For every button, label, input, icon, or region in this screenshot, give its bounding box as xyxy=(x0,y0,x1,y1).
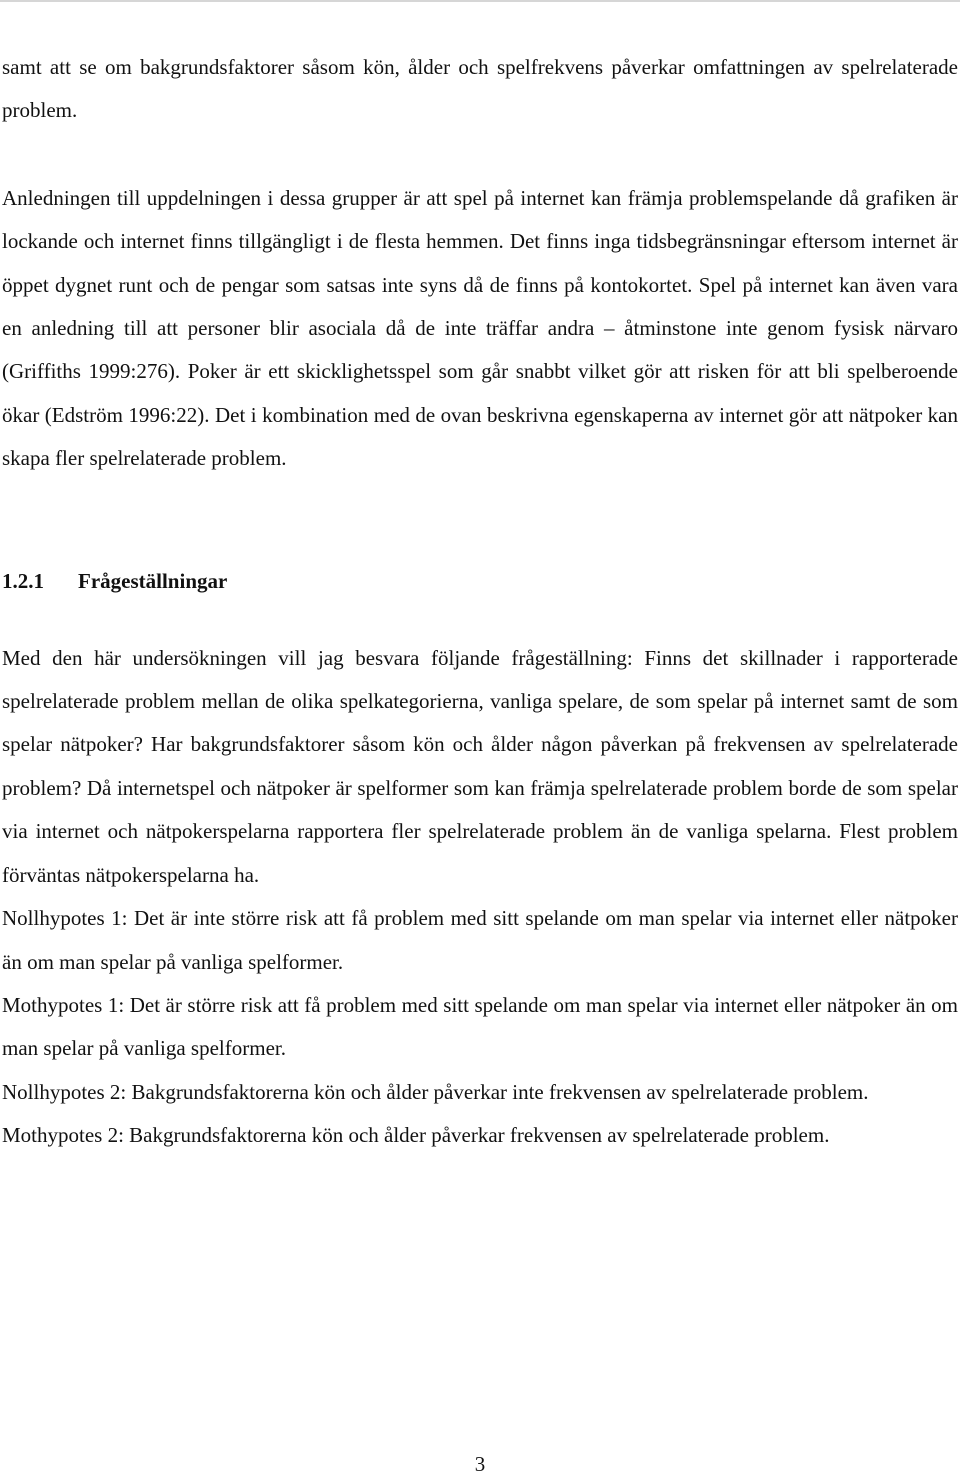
hypothesis-alternative-2: Mothypotes 2: Bakgrundsfaktorerna kön och ålder påverkar frekvensen av spelrelaterade problem. xyxy=(2,1123,830,1148)
hypothesis-alternative-1: Mothypotes 1: Det är större risk att få problem med sitt spelande om man spelar via internet eller nätpoker än om man spelar på vanliga spelformer. xyxy=(2,992,958,1061)
intro-paragraph-continuation: samt att se om bakgrundsfaktorer såsom kön, ålder och spelfrekvens påverkar omfattningen av spelrelaterade problem. xyxy=(2,55,958,123)
hypothesis-null-1: Nollhypotes 1: Det är inte större risk att få problem med sitt spelande om man spelar via internet eller nätpoker än om man spelar på vanliga spelformer. xyxy=(2,906,958,974)
page-number: 3 xyxy=(474,1452,486,1476)
section-heading xyxy=(2,560,958,603)
section-title: Frågeställningar xyxy=(78,568,228,593)
document-page xyxy=(2,46,958,1158)
research-questions-paragraph: Med den här undersökningen vill jag besvara följande frågeställning: Finns det skillnader i rapporterade spelrelaterade problem mellan de olika spelkategorierna, vanliga spelare, de som spelar på internet samt de som spelar nätpoker? Har bakgrundsfaktorer såsom kön och ålder någon påverkan på frekvensen av spelrelaterade problem? Då internetspel och nätpoker är spelformer som kan främja spelrelaterade problem borde de som spelar via internet och nätpokerspelarna rapportera fler spelrelaterade problem än de vanliga spelarna. Flest problem förväntas nätpokerspelarna ha. xyxy=(2,645,958,887)
section-number: 1.2.1 xyxy=(2,568,44,593)
top-border xyxy=(0,0,960,2)
hypothesis-null-2: Nollhypotes 2: Bakgrundsfaktorerna kön och ålder påverkar inte frekvensen av spelrelaterade problem. xyxy=(2,1079,869,1104)
body-paragraph-rationale: Anledningen till uppdelningen i dessa grupper är att spel på internet kan främja problemspelande då grafiken är lockande och internet finns tillgängligt i de flesta hemmen. Det finns inga tidsbegränsningar eftersom internet är öppet dygnet runt och de pengar som satsas inte syns då de finns på kontokortet. Spel på internet kan även vara en anledning till att personer blir asociala då de inte träffar andra – åtminstone inte genom fysisk närvaro (Griffiths 1999:276). Poker är ett skicklighetsspel som går snabbt vilket gör att risken för att bli spelberoende ökar (Edström 1996:22). Det i kombination med de ovan beskrivna egenskaperna av internet gör att nätpoker kan skapa fler spelrelaterade problem. xyxy=(2,185,958,471)
